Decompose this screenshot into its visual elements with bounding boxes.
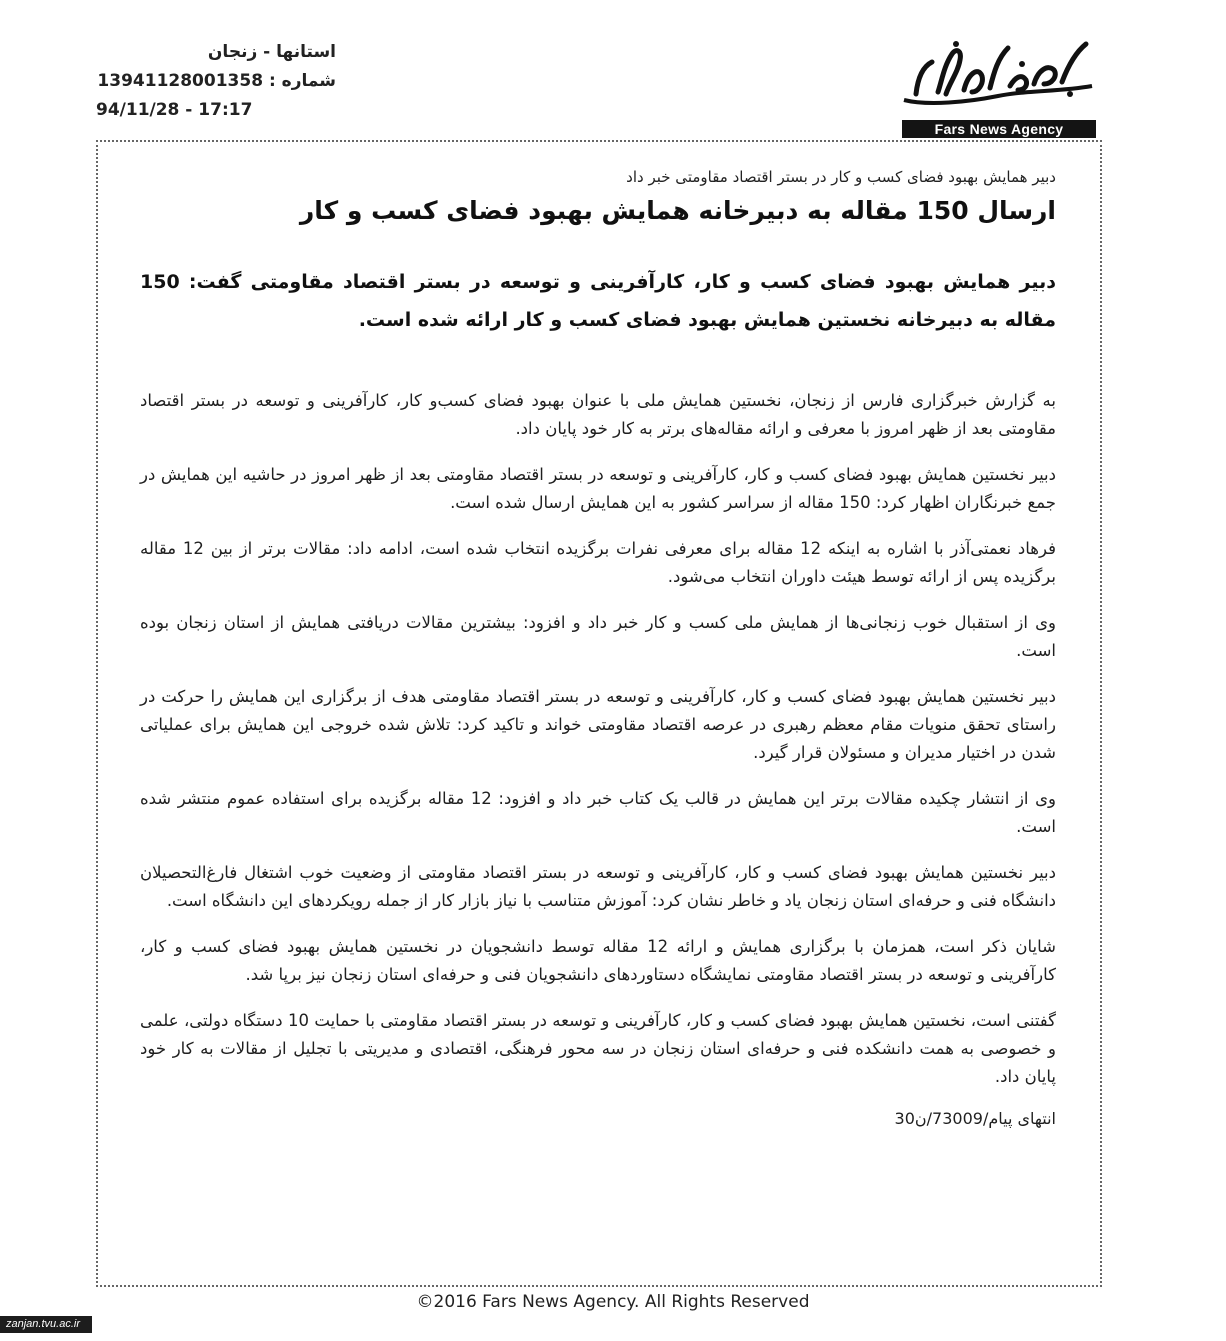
article-paragraph: وی از انتشار چکیده مقالات برتر این همایش در قالب یک کتاب خبر داد و افزود: 12 مقاله برگزیده برای استفاده عموم منتشر شده است. [140,789,1056,836]
article-paragraph: گفتنی است، نخستین همایش بهبود فضای کسب و کار، کارآفرینی و توسعه در بستر اقتصاد مقاومتی با حمایت 10 دستگاه دولتی، علمی و خصوصی به همت دانشکده فنی و حرفه‌ای استان زنجان در سه محور فرهنگی، اقتصادی و مدیریتی با تجلیل از مقالات به کار خود پایان داد. [140,1011,1057,1086]
article-paragraph: شایان ذکر است، همزمان با برگزاری همایش و ارائه 12 مقاله توسط دانشجویان در نخستین همایش بهبود فضای کسب و کار، کارآفرینی و توسعه در بستر اقتصاد مقاومتی نمایشگاه دستاوردهای دانشجویان فنی و حرفه‌ای استان زنجان نیز برپا شد. [140,937,1057,984]
article-datetime: 94/11/28 - 17:17 [96,100,253,120]
site-watermark: zanjan.tvu.ac.ir [0,1316,92,1333]
fars-script-logo-icon [898,36,1098,116]
article-kicker: دبیر همایش بهبود فضای کسب و کار در بستر اقتصاد مقاومتی خبر داد [626,168,1056,186]
section-label: استانها - زنجان [207,42,336,62]
article-paragraph: دبیر نخستین همایش بهبود فضای کسب و کار، کارآفرینی و توسعه در بستر اقتصاد مقاومتی از وضعیت خوب اشتغال فارغ‌التحصیلان دانشگاه فنی و حرفه‌ای استان زنجان یاد و خاطر نشان کرد: آموزش متناسب با نیاز بازار کار از جمله رویکردهای این دانشگاه است. [140,863,1056,910]
article-paragraph: به گزارش خبرگزاری فارس از زنجان، نخستین همایش ملی با عنوان بهبود فضای کسب‌و کار، کارآفرینی و توسعه در بستر اقتصاد مقاومتی بعد از ظهر امروز با معرفی و ارائه مقاله‌های برتر به کار خود پایان داد. [140,391,1056,438]
article-body [140,168,1056,1128]
article-lead: دبیر همایش بهبود فضای کسب و کار، کارآفرینی و توسعه در بستر اقتصاد مقاومتی گفت: 150 مقاله به دبیرخانه نخستین همایش بهبود فضای کسب و کار ارائه شده است. [140,271,1056,331]
article-paragraph: دبیر نخستین همایش بهبود فضای کسب و کار، کارآفرینی و توسعه در بستر اقتصاد مقاومتی بعد از ظهر امروز در حاشیه این همایش در جمع خبرنگاران اظهار کرد: 150 مقاله از سراسر کشور به این همایش ارسال شده است. [140,465,1056,512]
fars-news-logo [898,36,1098,140]
article-meta [96,38,336,125]
article-paragraph: دبیر نخستین همایش بهبود فضای کسب و کار، کارآفرینی و توسعه در بستر اقتصاد مقاومتی هدف از برگزاری این همایش را حرکت در راستای تحقق منویات مقام معظم رهبری در عرصه اقتصاد مقاومتی خواند و تاکید کرد: تلاش شده خروجی این همایش برای عملیاتی شدن در اختیار مدیران و مسئولان قرار گیرد. [140,687,1056,762]
article-headline: ارسال 150 مقاله به دبیرخانه همایش بهبود فضای کسب و کار [299,196,1056,225]
article-number: شماره : 13941128001358 [97,71,336,91]
article-paragraph: وی از استقبال خوب زنجانی‌ها از همایش ملی کسب و کار خبر داد و افزود: بیشترین مقالات دریافتی همایش از استان زنجان بوده است. [140,613,1056,660]
end-of-message: انتهای پیام/73009/ن30 [894,1109,1056,1128]
copyright-footer: ©2016 Fars News Agency. All Rights Reserved [416,1292,810,1312]
fars-news-agency-band: Fars News Agency [902,120,1096,138]
article-paragraph: فرهاد نعمتی‌آذر با اشاره به اینکه 12 مقاله برای معرفی نفرات برگزیده انتخاب شده است، ادامه داد: مقالات برتر از بین 12 مقاله برگزیده پس از ارائه توسط هیئت داوران انتخاب می‌شود. [140,539,1056,586]
